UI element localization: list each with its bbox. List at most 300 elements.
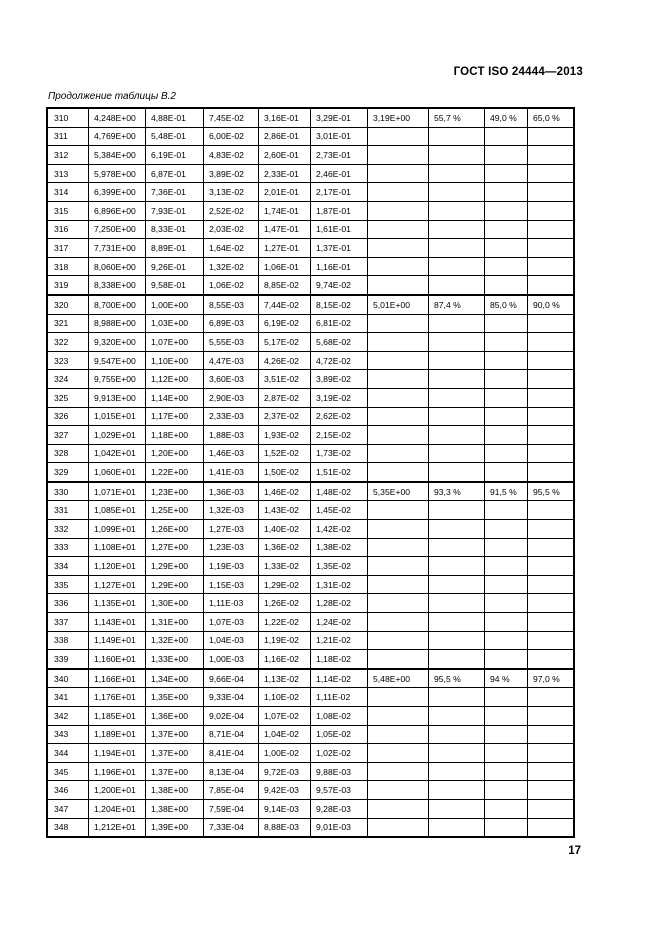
table-cell: [429, 650, 485, 669]
table-cell: 1,19E-02: [259, 631, 311, 650]
table-cell: 3,89E-02: [204, 164, 259, 183]
table-cell: 2,03E-02: [204, 220, 259, 239]
table-cell: 4,83E-02: [204, 146, 259, 165]
table-cell: 6,399E+00: [89, 183, 146, 202]
table-cell: [485, 799, 528, 818]
table-cell: 1,029E+01: [89, 426, 146, 445]
table-cell: 327: [47, 426, 89, 445]
table-cell: [528, 688, 575, 707]
table-cell: [528, 463, 575, 482]
table-cell: [485, 762, 528, 781]
table-cell: 316: [47, 220, 89, 239]
table-cell: [485, 426, 528, 445]
table-cell: 1,31E+00: [146, 613, 204, 632]
table-cell: 1,33E-02: [259, 557, 311, 576]
table-cell: [368, 463, 429, 482]
table-cell: [528, 631, 575, 650]
table-cell: [429, 575, 485, 594]
table-cell: 1,166E+01: [89, 669, 146, 688]
table-cell: 1,38E+00: [146, 799, 204, 818]
table-cell: [485, 463, 528, 482]
table-cell: 1,32E+00: [146, 631, 204, 650]
table-cell: 1,21E-02: [311, 631, 368, 650]
table-cell: 4,72E-02: [311, 351, 368, 370]
table-cell: [429, 183, 485, 202]
table-cell: 1,25E+00: [146, 501, 204, 520]
table-cell: [429, 557, 485, 576]
table-cell: [368, 744, 429, 763]
table-row: [47, 688, 574, 707]
table-cell: 2,15E-02: [311, 426, 368, 445]
table-cell: [429, 388, 485, 407]
table-cell: 1,015E+01: [89, 407, 146, 426]
table-cell: [485, 127, 528, 146]
table-cell: 1,27E-01: [259, 239, 311, 258]
table-cell: [368, 799, 429, 818]
table-cell: 1,20E+00: [146, 444, 204, 463]
table-cell: [368, 501, 429, 520]
table-cell: 8,060E+00: [89, 257, 146, 276]
table-cell: 1,36E-03: [204, 482, 259, 501]
table-cell: 6,81E-02: [311, 314, 368, 333]
table-cell: 6,896E+00: [89, 201, 146, 220]
table-cell: 95,5 %: [429, 669, 485, 688]
table-cell: [368, 520, 429, 539]
table-row: [47, 781, 574, 800]
table-cell: 85,0 %: [485, 295, 528, 314]
table-cell: 5,68E-02: [311, 333, 368, 352]
table-cell: 1,50E-02: [259, 463, 311, 482]
table-cell: 3,89E-02: [311, 370, 368, 389]
table-cell: 5,55E-03: [204, 333, 259, 352]
table-cell: [429, 707, 485, 726]
table-cell: [485, 201, 528, 220]
table-cell: [368, 407, 429, 426]
table-cell: [429, 220, 485, 239]
table-cell: 8,89E-01: [146, 239, 204, 258]
table-cell: 1,149E+01: [89, 631, 146, 650]
table-cell: [528, 725, 575, 744]
table-cell: [485, 444, 528, 463]
table-cell: [528, 164, 575, 183]
table-cell: [485, 183, 528, 202]
data-table-body: [47, 108, 574, 837]
table-cell: [528, 781, 575, 800]
table-cell: [485, 220, 528, 239]
table-cell: 338: [47, 631, 89, 650]
table-cell: 1,52E-02: [259, 444, 311, 463]
table-cell: 1,26E-02: [259, 594, 311, 613]
table-cell: 7,36E-01: [146, 183, 204, 202]
table-row: [47, 463, 574, 482]
table-cell: 325: [47, 388, 89, 407]
table-cell: 1,36E-02: [259, 538, 311, 557]
table-row: [47, 220, 574, 239]
table-cell: 1,120E+01: [89, 557, 146, 576]
table-row: [47, 669, 574, 688]
table-cell: [368, 220, 429, 239]
table-cell: 1,194E+01: [89, 744, 146, 763]
table-row: [47, 799, 574, 818]
table-cell: 1,73E-02: [311, 444, 368, 463]
table-cell: 1,32E-02: [204, 257, 259, 276]
table-cell: 9,320E+00: [89, 333, 146, 352]
table-cell: [528, 127, 575, 146]
table-cell: 1,212E+01: [89, 818, 146, 837]
table-cell: [368, 444, 429, 463]
table-cell: 2,86E-01: [259, 127, 311, 146]
table-cell: [368, 127, 429, 146]
table-cell: [485, 631, 528, 650]
table-cell: 1,33E+00: [146, 650, 204, 669]
table-row: [47, 370, 574, 389]
table-cell: [368, 575, 429, 594]
table-cell: 5,384E+00: [89, 146, 146, 165]
table-cell: 90,0 %: [528, 295, 575, 314]
table-cell: [429, 594, 485, 613]
table-cell: 1,48E-02: [311, 482, 368, 501]
table-cell: [368, 370, 429, 389]
table-cell: 9,88E-03: [311, 762, 368, 781]
table-cell: [528, 744, 575, 763]
table-cell: [368, 707, 429, 726]
table-cell: [485, 164, 528, 183]
table-cell: 1,23E+00: [146, 482, 204, 501]
table-row: [47, 575, 574, 594]
table-cell: [429, 613, 485, 632]
table-cell: [485, 407, 528, 426]
table-row: [47, 257, 574, 276]
table-cell: [528, 650, 575, 669]
table-cell: 1,46E-03: [204, 444, 259, 463]
table-cell: 8,85E-02: [259, 276, 311, 295]
table-cell: 9,913E+00: [89, 388, 146, 407]
table-cell: 1,37E+00: [146, 762, 204, 781]
table-cell: [368, 762, 429, 781]
table-cell: [368, 538, 429, 557]
table-cell: 1,00E-02: [259, 744, 311, 763]
table-cell: 1,38E+00: [146, 781, 204, 800]
table-cell: [368, 314, 429, 333]
table-cell: 336: [47, 594, 89, 613]
table-cell: 1,03E+00: [146, 314, 204, 333]
table-cell: 1,41E-03: [204, 463, 259, 482]
table-cell: [429, 688, 485, 707]
table-cell: [528, 407, 575, 426]
table-cell: 1,45E-02: [311, 501, 368, 520]
table-cell: [528, 799, 575, 818]
table-cell: 1,74E-01: [259, 201, 311, 220]
table-cell: [528, 257, 575, 276]
table-cell: 1,35E-02: [311, 557, 368, 576]
table-cell: 87,4 %: [429, 295, 485, 314]
table-cell: 1,099E+01: [89, 520, 146, 539]
table-cell: 1,071E+01: [89, 482, 146, 501]
table-cell: 2,33E-01: [259, 164, 311, 183]
table-cell: 1,07E+00: [146, 333, 204, 352]
table-cell: [485, 351, 528, 370]
table-row: [47, 426, 574, 445]
table-cell: [485, 688, 528, 707]
table-cell: [528, 220, 575, 239]
table-row: [47, 613, 574, 632]
table-cell: [429, 407, 485, 426]
table-row: [47, 538, 574, 557]
table-cell: 1,160E+01: [89, 650, 146, 669]
table-cell: 326: [47, 407, 89, 426]
table-cell: [429, 127, 485, 146]
table-cell: 95,5 %: [528, 482, 575, 501]
table-cell: [368, 351, 429, 370]
table-cell: [485, 370, 528, 389]
table-cell: 1,16E-02: [259, 650, 311, 669]
table-cell: 322: [47, 333, 89, 352]
table-cell: [528, 146, 575, 165]
table-cell: 2,90E-03: [204, 388, 259, 407]
table-cell: 1,07E-02: [259, 707, 311, 726]
table-continuation-caption: Продолжение таблицы В.2: [48, 91, 176, 102]
table-cell: 334: [47, 557, 89, 576]
table-cell: 1,26E+00: [146, 520, 204, 539]
table-cell: [528, 388, 575, 407]
table-cell: [368, 557, 429, 576]
table-cell: 345: [47, 762, 89, 781]
table-cell: 8,338E+00: [89, 276, 146, 295]
table-cell: [429, 762, 485, 781]
table-cell: 2,33E-03: [204, 407, 259, 426]
table-cell: 1,189E+01: [89, 725, 146, 744]
table-cell: 1,108E+01: [89, 538, 146, 557]
table-cell: 6,89E-03: [204, 314, 259, 333]
table-cell: [485, 333, 528, 352]
table-cell: 7,44E-02: [259, 295, 311, 314]
table-cell: [368, 818, 429, 837]
table-cell: [528, 370, 575, 389]
table-cell: [485, 314, 528, 333]
table-cell: 1,42E-02: [311, 520, 368, 539]
table-cell: [368, 276, 429, 295]
table-cell: 5,01E+00: [368, 295, 429, 314]
table-cell: 9,547E+00: [89, 351, 146, 370]
table-row: [47, 707, 574, 726]
table-cell: 1,12E+00: [146, 370, 204, 389]
table-cell: [368, 164, 429, 183]
table-cell: 8,700E+00: [89, 295, 146, 314]
table-cell: 8,55E-03: [204, 295, 259, 314]
table-cell: 8,13E-04: [204, 762, 259, 781]
table-cell: 313: [47, 164, 89, 183]
table-cell: 1,13E-02: [259, 669, 311, 688]
table-cell: 1,10E+00: [146, 351, 204, 370]
table-cell: 9,28E-03: [311, 799, 368, 818]
table-cell: [429, 781, 485, 800]
table-cell: [368, 257, 429, 276]
table-cell: 1,06E-01: [259, 257, 311, 276]
table-cell: 329: [47, 463, 89, 482]
table-cell: 3,13E-02: [204, 183, 259, 202]
table-cell: 3,19E-02: [311, 388, 368, 407]
table-cell: 8,71E-04: [204, 725, 259, 744]
table-cell: 49,0 %: [485, 108, 528, 127]
table-row: [47, 146, 574, 165]
table-cell: [368, 388, 429, 407]
table-row: [47, 520, 574, 539]
table-cell: [368, 426, 429, 445]
table-cell: [485, 501, 528, 520]
table-cell: [429, 631, 485, 650]
table-cell: 1,185E+01: [89, 707, 146, 726]
table-cell: 65,0 %: [528, 108, 575, 127]
table-cell: 2,62E-02: [311, 407, 368, 426]
table-cell: 317: [47, 239, 89, 258]
table-cell: 342: [47, 707, 89, 726]
table-cell: [485, 257, 528, 276]
table-cell: 3,60E-03: [204, 370, 259, 389]
table-cell: 340: [47, 669, 89, 688]
table-cell: [368, 631, 429, 650]
table-cell: 347: [47, 799, 89, 818]
table-cell: 1,18E+00: [146, 426, 204, 445]
table-cell: [485, 239, 528, 258]
table-cell: 1,05E-02: [311, 725, 368, 744]
table-cell: [368, 201, 429, 220]
table-cell: [485, 388, 528, 407]
table-cell: 1,204E+01: [89, 799, 146, 818]
table-cell: 1,04E-02: [259, 725, 311, 744]
table-cell: 3,51E-02: [259, 370, 311, 389]
table-row: [47, 183, 574, 202]
table-cell: 1,15E-03: [204, 575, 259, 594]
table-cell: 318: [47, 257, 89, 276]
table-row: [47, 407, 574, 426]
table-row: [47, 276, 574, 295]
table-row: [47, 351, 574, 370]
table-cell: 312: [47, 146, 89, 165]
table-cell: [485, 557, 528, 576]
table-cell: 320: [47, 295, 89, 314]
table-cell: [485, 575, 528, 594]
table-row: [47, 201, 574, 220]
table-cell: 1,11E-03: [204, 594, 259, 613]
table-cell: 1,02E-02: [311, 744, 368, 763]
table-cell: 1,93E-02: [259, 426, 311, 445]
table-cell: [429, 201, 485, 220]
table-cell: [528, 538, 575, 557]
table-cell: 4,26E-02: [259, 351, 311, 370]
table-cell: [368, 725, 429, 744]
table-cell: [485, 725, 528, 744]
data-table-container: [46, 107, 575, 838]
table-cell: 2,60E-01: [259, 146, 311, 165]
table-cell: 1,36E+00: [146, 707, 204, 726]
table-cell: 2,37E-02: [259, 407, 311, 426]
table-cell: [528, 183, 575, 202]
table-cell: 1,16E-01: [311, 257, 368, 276]
table-cell: 1,24E-02: [311, 613, 368, 632]
page-number: 17: [568, 845, 581, 857]
table-cell: 1,46E-02: [259, 482, 311, 501]
table-cell: 9,02E-04: [204, 707, 259, 726]
table-cell: [485, 146, 528, 165]
table-cell: 9,74E-02: [311, 276, 368, 295]
table-cell: [528, 557, 575, 576]
table-cell: 321: [47, 314, 89, 333]
table-cell: [429, 744, 485, 763]
table-cell: [429, 351, 485, 370]
table-cell: 1,00E-03: [204, 650, 259, 669]
table-cell: 328: [47, 444, 89, 463]
table-cell: [429, 239, 485, 258]
table-cell: [368, 781, 429, 800]
table-cell: 1,87E-01: [311, 201, 368, 220]
table-cell: 348: [47, 818, 89, 837]
table-row: [47, 482, 574, 501]
table-cell: 94 %: [485, 669, 528, 688]
table-cell: 91,5 %: [485, 482, 528, 501]
table-cell: 2,52E-02: [204, 201, 259, 220]
table-cell: [528, 818, 575, 837]
table-cell: [485, 781, 528, 800]
table-cell: 339: [47, 650, 89, 669]
table-row: [47, 314, 574, 333]
table-cell: 4,248E+00: [89, 108, 146, 127]
table-cell: 1,88E-03: [204, 426, 259, 445]
table-cell: 3,16E-01: [259, 108, 311, 127]
table-cell: [528, 501, 575, 520]
table-cell: 1,10E-02: [259, 688, 311, 707]
table-cell: [528, 444, 575, 463]
table-cell: 1,30E+00: [146, 594, 204, 613]
table-cell: 8,88E-03: [259, 818, 311, 837]
table-row: [47, 108, 574, 127]
table-cell: 6,87E-01: [146, 164, 204, 183]
table-cell: 1,43E-02: [259, 501, 311, 520]
table-cell: 7,731E+00: [89, 239, 146, 258]
table-cell: 1,200E+01: [89, 781, 146, 800]
table-cell: 8,988E+00: [89, 314, 146, 333]
table-cell: 93,3 %: [429, 482, 485, 501]
table-cell: [429, 146, 485, 165]
table-cell: 55,7 %: [429, 108, 485, 127]
table-cell: 1,176E+01: [89, 688, 146, 707]
table-cell: 319: [47, 276, 89, 295]
table-cell: 1,28E-02: [311, 594, 368, 613]
table-cell: 1,23E-03: [204, 538, 259, 557]
table-cell: 1,34E+00: [146, 669, 204, 688]
table-cell: 344: [47, 744, 89, 763]
table-cell: 2,73E-01: [311, 146, 368, 165]
table-cell: 341: [47, 688, 89, 707]
table-cell: 330: [47, 482, 89, 501]
table-cell: 314: [47, 183, 89, 202]
table-cell: 3,19E+00: [368, 108, 429, 127]
table-cell: 5,48E+00: [368, 669, 429, 688]
table-cell: 1,64E-02: [204, 239, 259, 258]
data-table: [46, 107, 575, 838]
table-cell: [528, 201, 575, 220]
table-cell: 6,19E-02: [259, 314, 311, 333]
table-cell: 1,18E-02: [311, 650, 368, 669]
table-cell: 1,38E-02: [311, 538, 368, 557]
table-cell: [528, 520, 575, 539]
table-cell: [485, 818, 528, 837]
table-row: [47, 239, 574, 258]
table-cell: 1,32E-03: [204, 501, 259, 520]
table-cell: 4,88E-01: [146, 108, 204, 127]
table-row: [47, 127, 574, 146]
table-cell: 7,85E-04: [204, 781, 259, 800]
table-cell: 1,19E-03: [204, 557, 259, 576]
